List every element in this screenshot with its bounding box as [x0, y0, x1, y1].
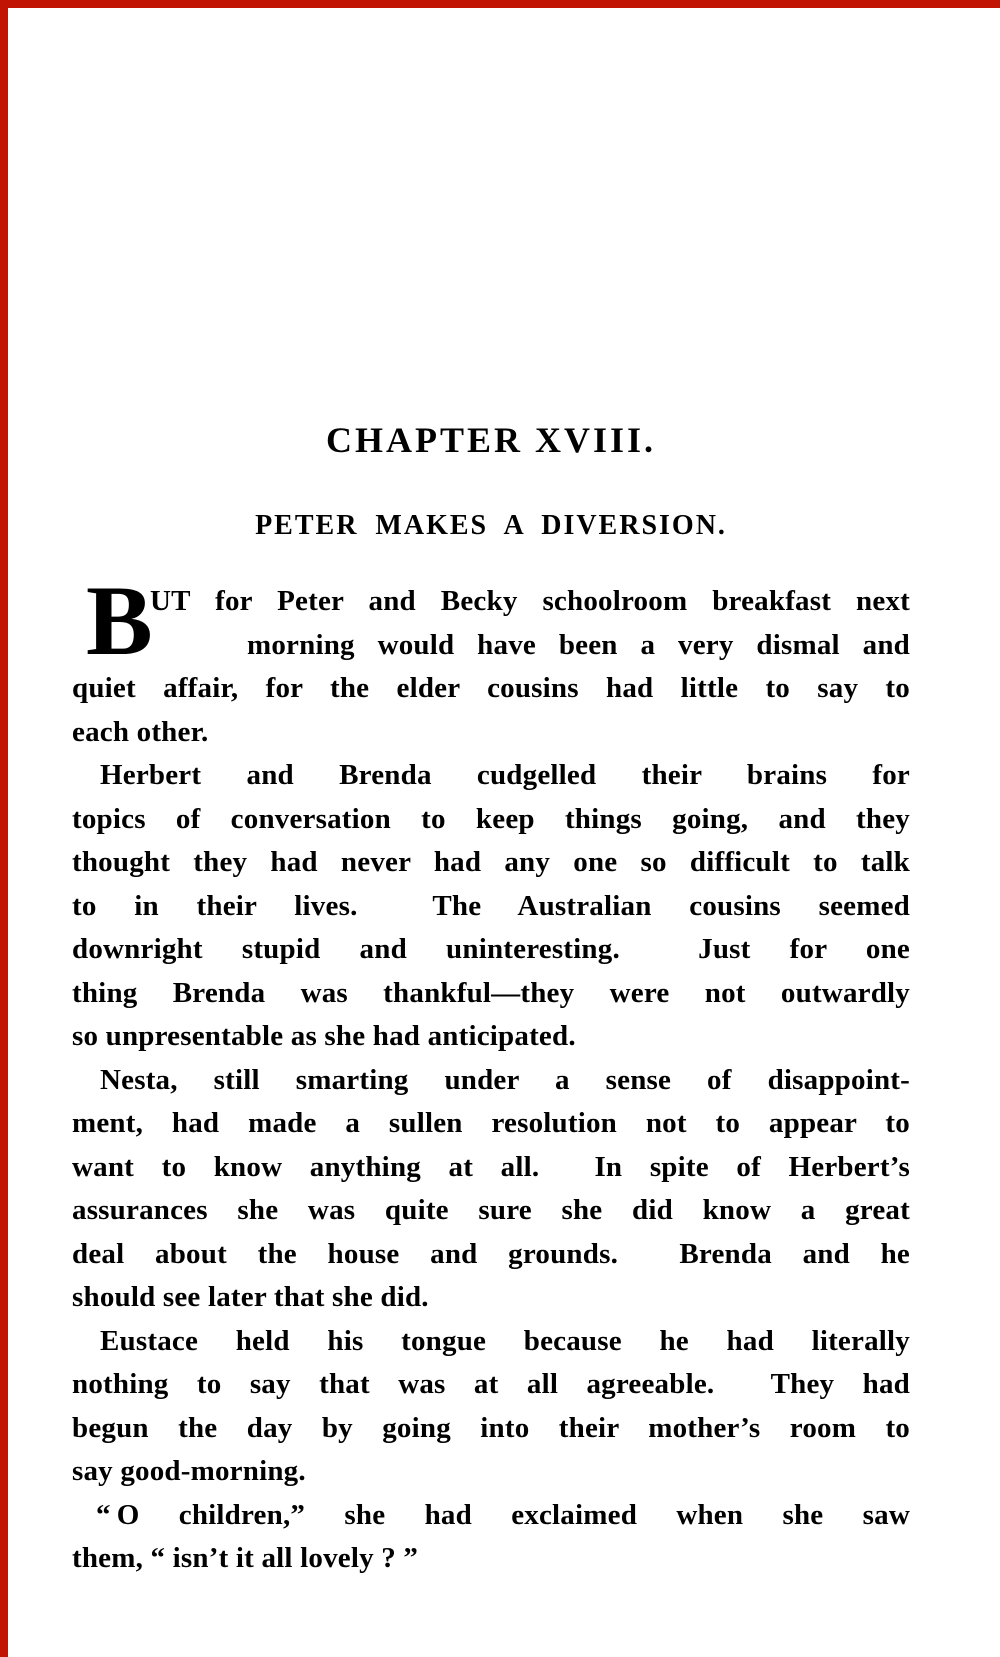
scan-edge-left: [0, 0, 8, 1657]
text-line: topics of conversation to keep things going, and they: [72, 802, 910, 835]
text-line: Eustace held his tongue because he had literally: [100, 1324, 910, 1357]
text-line: quiet affair, for the elder cousins had little to say to: [72, 672, 910, 704]
text-line: downright stupid and uninteresting. Just for one: [72, 933, 910, 965]
drop-cap: B: [86, 565, 153, 676]
text-line: Herbert and Brenda cudgelled their brains for: [100, 759, 910, 791]
text-line: thing Brenda was thankful—they were not outwardly: [72, 976, 910, 1009]
body-text: [72, 565, 910, 1581]
chapter-subheading: PETER MAKES A DIVERSION.: [255, 510, 727, 541]
text-line: them, “ isn’t it all lovely ? ”: [72, 1542, 419, 1574]
scan-edge-top: [0, 0, 1000, 8]
text-line: want to know anything at all. In spite of Herbert’s: [72, 1150, 910, 1183]
text-line: Nesta, still smarting under a sense of disappoint-: [100, 1063, 910, 1096]
text-line: should see later that she did.: [72, 1281, 429, 1313]
text-line: so unpresentable as she had anticipated.: [72, 1020, 576, 1052]
text-line: ment, had made a sullen resolution not to appear to: [72, 1107, 910, 1139]
text-line: nothing to say that was at all agreeable. They had: [72, 1368, 910, 1400]
text-line: begun the day by going into their mother’s room to: [72, 1411, 910, 1444]
text-line: UT for Peter and Becky schoolroom breakfast next: [150, 585, 910, 617]
text-line: thought they had never had any one so difficult to talk: [72, 846, 910, 878]
text-line: each other.: [72, 715, 209, 748]
paragraph-lines: [72, 580, 910, 1581]
text-line: say good-morning.: [72, 1455, 306, 1487]
chapter-heading: CHAPTER XVIII.: [325, 420, 657, 460]
text-line: assurances she was quite sure she did know a great: [72, 1194, 910, 1226]
text-line: morning would have been a very dismal and: [247, 628, 910, 661]
text-line: “ O children,” she had exclaimed when she saw: [96, 1498, 910, 1531]
text-line: to in their lives. The Australian cousins seemed: [72, 889, 910, 922]
text-line: deal about the house and grounds. Brenda and he: [72, 1237, 910, 1270]
